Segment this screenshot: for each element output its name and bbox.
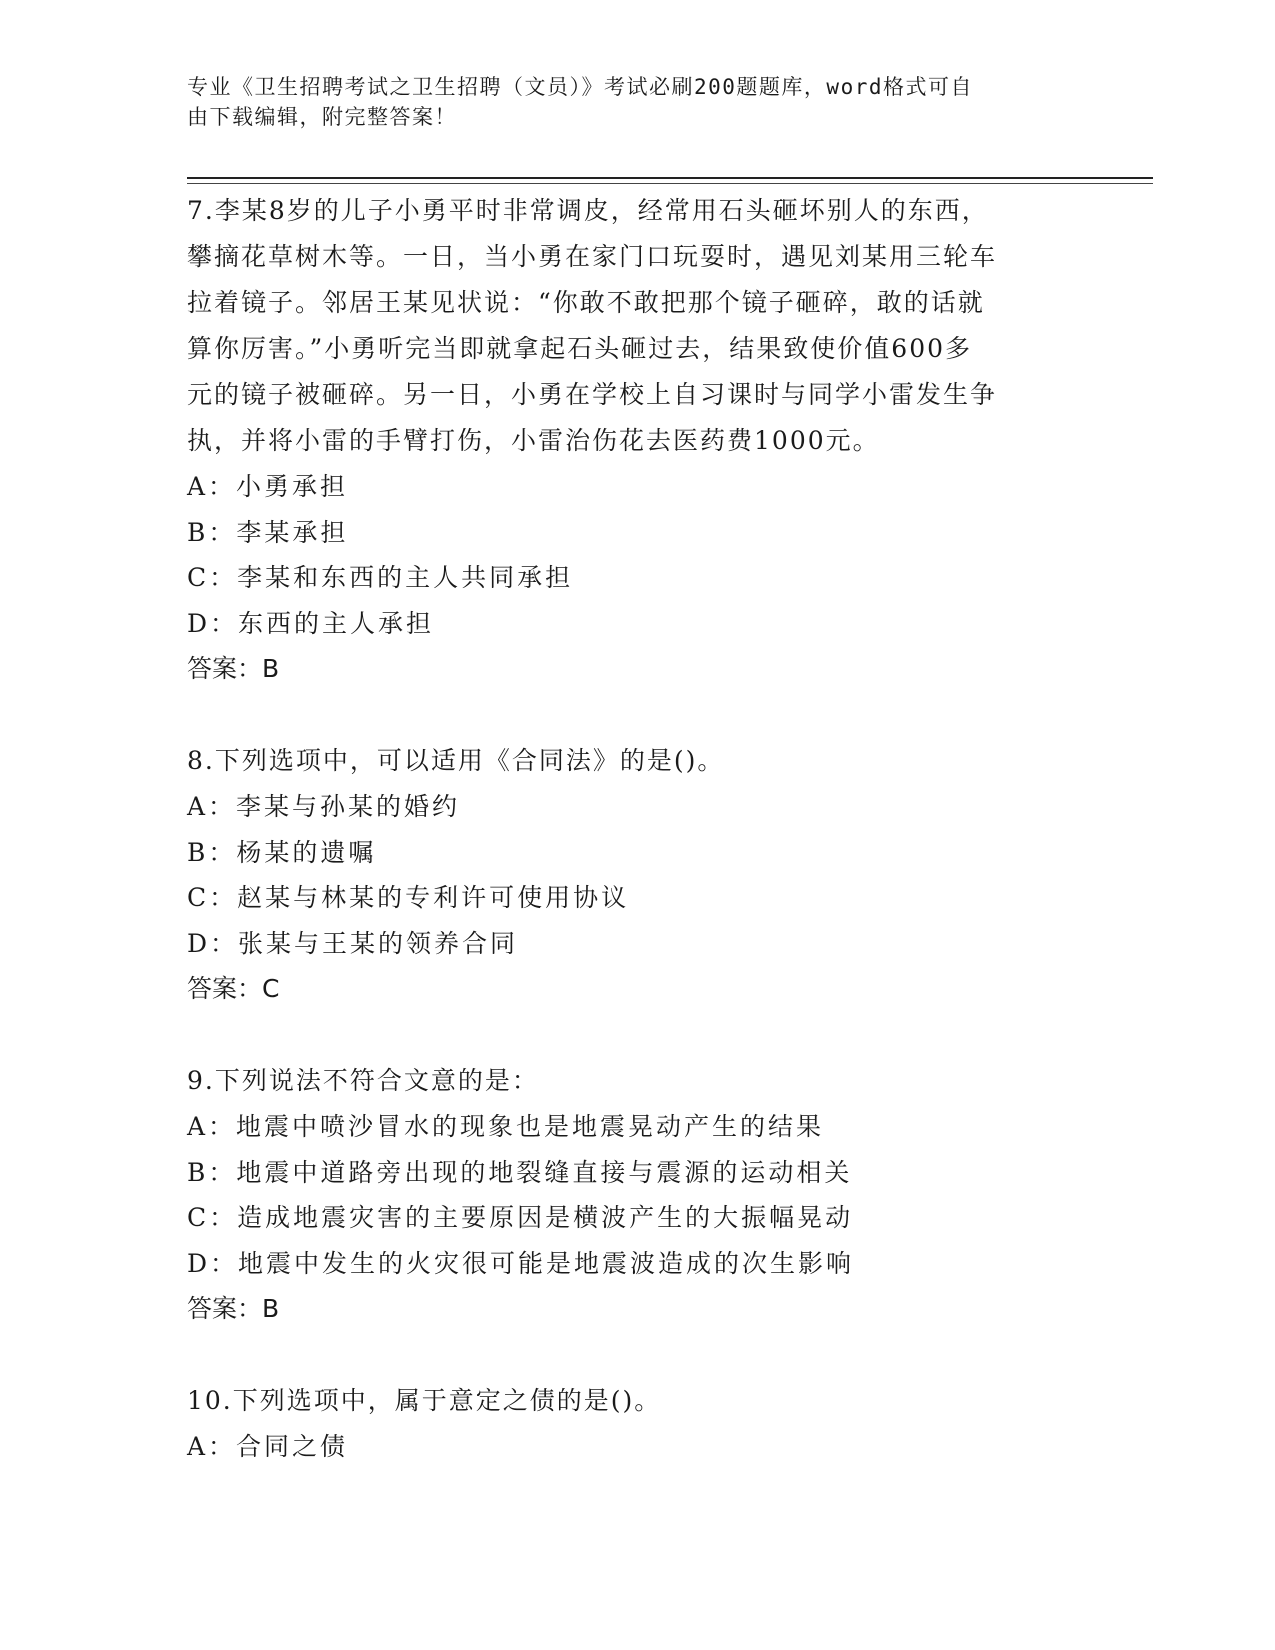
header-line-2: 由下载编辑，附完整答案！ — [187, 105, 457, 129]
question-text-line: 算你厉害。”小勇听完当即就拿起石头砸过去，结果致使价值600多 — [187, 334, 973, 363]
answer-label: 答案：B — [187, 654, 280, 683]
option-a: A：李某与孙某的婚约 — [187, 792, 461, 821]
option-d: D：张某与王某的领养合同 — [187, 928, 519, 958]
question-10 — [187, 1378, 1087, 1470]
question-spacer — [187, 1332, 1087, 1378]
question-8 — [187, 738, 1087, 1012]
question-spacer — [187, 1012, 1087, 1058]
option-b: B：地震中道路旁出现的地裂缝直接与震源的运动相关 — [187, 1157, 853, 1187]
document-header — [187, 72, 1067, 132]
question-9 — [187, 1058, 1087, 1332]
question-text-line: 8.下列选项中，可以适用《合同法》的是()。 — [187, 746, 725, 775]
question-text-line: 攀摘花草树木等。一日，当小勇在家门口玩耍时，遇见刘某用三轮车 — [187, 242, 998, 271]
option-d: D：地震中发生的火灾很可能是地震波造成的次生影响 — [187, 1248, 855, 1278]
answer-label: 答案：C — [187, 974, 280, 1003]
header-divider-thin — [187, 183, 1153, 184]
option-c: C：李某和东西的主人共同承担 — [187, 563, 574, 592]
option-b: B：李某承担 — [187, 517, 349, 547]
answer-label: 答案：B — [187, 1294, 280, 1323]
question-spacer — [187, 692, 1087, 738]
option-d: D：东西的主人承担 — [187, 608, 435, 638]
option-c: C：造成地震灾害的主要原因是横波产生的大振幅晃动 — [187, 1203, 854, 1232]
question-text-line: 元的镜子被砸碎。另一日，小勇在学校上自习课时与同学小雷发生争 — [187, 380, 998, 409]
question-7 — [187, 188, 1087, 692]
question-text-line: 7.李某8岁的儿子小勇平时非常调皮，经常用石头砸坏别人的东西， — [187, 196, 989, 225]
option-a: A：地震中喷沙冒水的现象也是地震晃动产生的结果 — [187, 1112, 825, 1141]
header-divider-thick — [187, 177, 1153, 179]
question-text-line: 执，并将小雷的手臂打伤，小雷治伤花去医药费1000元。 — [187, 426, 880, 455]
option-a: A：合同之债 — [187, 1432, 349, 1461]
question-list — [187, 188, 1087, 1470]
option-a: A：小勇承担 — [187, 472, 349, 501]
question-text-line: 10.下列选项中，属于意定之债的是()。 — [187, 1386, 662, 1415]
header-line-1: 专业《卫生招聘考试之卫生招聘（文员）》考试必刷200题题库，word格式可自 — [187, 75, 973, 99]
question-text-line: 拉着镜子。邻居王某见状说：“你敢不敢把那个镜子砸碎，敢的话就 — [187, 288, 985, 317]
question-text-line: 9.下列说法不符合文意的是： — [187, 1066, 539, 1095]
option-c: C：赵某与林某的专利许可使用协议 — [187, 883, 630, 912]
option-b: B：杨某的遗嘱 — [187, 837, 377, 867]
